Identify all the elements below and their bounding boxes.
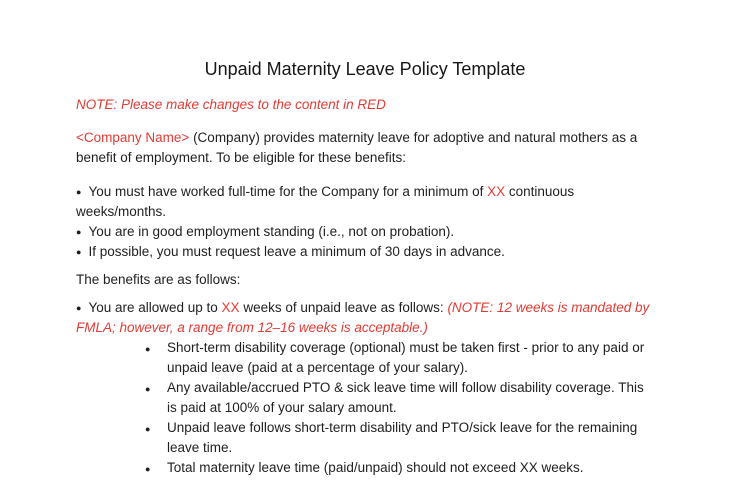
benefits-sub-list — [76, 338, 654, 479]
bullet-icon: ● — [76, 187, 82, 197]
text-segment: weeks of unpaid leave as follows: — [239, 300, 448, 315]
text-segment: You must have worked full-time for the Company for a minimum of — [88, 184, 488, 199]
benefits-sub-bullet-item — [76, 378, 654, 418]
benefits-bullet — [76, 298, 654, 338]
bullet-icon: ● — [76, 303, 82, 313]
text-segment: <Company Name> — [76, 130, 190, 145]
text-segment: You are allowed up to — [88, 300, 222, 315]
text-segment: continuous weeks/months. — [76, 184, 575, 219]
benefits-sub-bullet-item — [76, 458, 654, 479]
sub-bullet-text — [167, 338, 654, 378]
bullet-icon: ● — [76, 247, 82, 257]
eligibility-list — [76, 182, 654, 262]
text-segment: Unpaid leave follows short-term disability and PTO/sick leave for the remaining leave time. — [167, 420, 638, 455]
bullet-icon: ● — [145, 424, 151, 434]
bullet-icon: ● — [145, 464, 151, 474]
sub-bullet-text — [167, 458, 654, 479]
benefits-heading: The benefits are as follows: — [76, 272, 241, 287]
eligibility-bullet-item — [76, 242, 654, 262]
text-segment: Any available/accrued PTO & sick leave time will follow disability coverage. This is paid at 100% of your salary amount. — [167, 380, 644, 415]
benefits-sub-bullet-item — [76, 418, 654, 458]
bullet-icon: ● — [145, 384, 151, 394]
intro-paragraph — [76, 128, 654, 168]
text-segment: If possible, you must request leave a minimum of 30 days in advance. — [88, 244, 505, 259]
text-segment: Total maternity leave time (paid/unpaid) should not exceed XX weeks. — [167, 460, 584, 475]
benefits-sub-bullet-item — [76, 338, 654, 378]
text-segment: Short-term disability coverage (optional) must be taken first - prior to any paid or unpaid leave (paid at a percentage of your salary). — [167, 340, 645, 375]
edit-instructions-note: NOTE: Please make changes to the content in RED — [76, 97, 386, 112]
text-segment: (Company) provides maternity leave for adoptive and natural mothers as a benefit of employment. To be eligible for these benefits: — [76, 130, 638, 165]
eligibility-bullet-item — [76, 182, 654, 222]
text-segment: (NOTE: 12 weeks is mandated by FMLA; however, a range from 12–16 weeks is acceptable.) — [76, 300, 650, 335]
text-segment: XX — [487, 184, 506, 199]
bullet-icon: ● — [145, 344, 151, 354]
eligibility-bullet-item — [76, 222, 654, 242]
text-segment: You are in good employment standing (i.e., not on probation). — [88, 224, 455, 239]
sub-bullet-text — [167, 378, 654, 418]
bullet-icon: ● — [76, 227, 82, 237]
text-segment: XX — [221, 300, 240, 315]
sub-bullet-text — [167, 418, 654, 458]
document-title: Unpaid Maternity Leave Policy Template — [204, 59, 526, 79]
benefits-bullet-text — [76, 300, 649, 335]
